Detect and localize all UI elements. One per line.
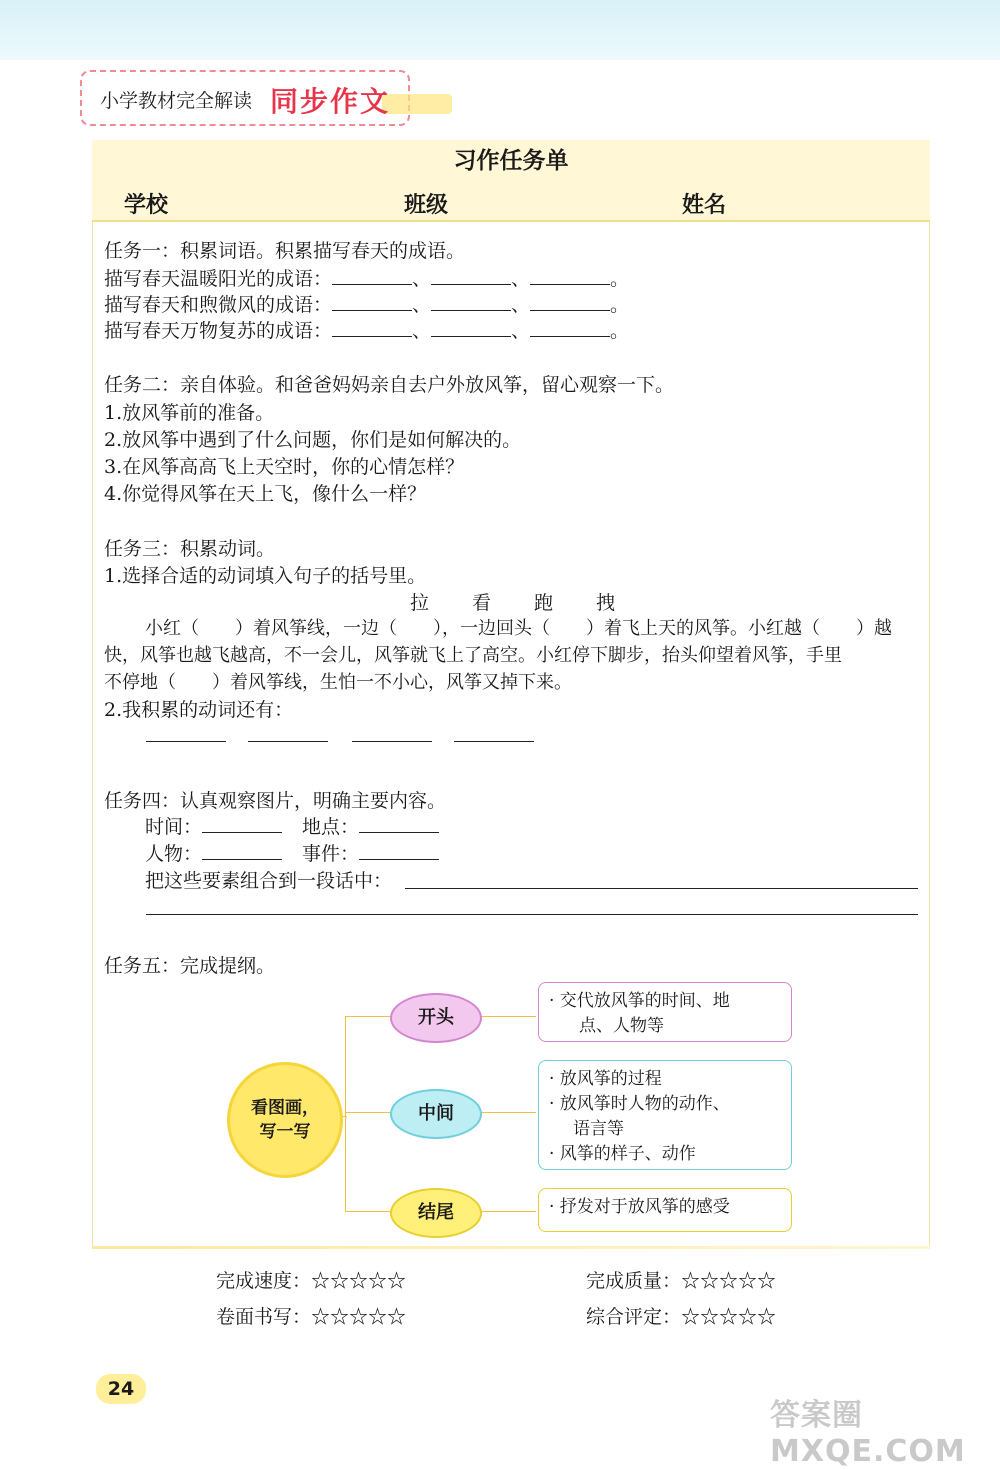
event-field	[302, 841, 439, 867]
task4-title: 任务四：认真观察图片，明确主要内容。	[104, 790, 447, 812]
book-title: 同步作文	[270, 85, 391, 118]
outline-branch	[345, 1112, 391, 1113]
period: 。	[610, 320, 630, 342]
note-line: · 放风筝的过程	[549, 1069, 662, 1089]
rating-speed[interactable]: 完成速度：☆☆☆☆☆	[216, 1270, 407, 1292]
separator: 、	[412, 294, 432, 316]
student-info-row	[92, 182, 930, 222]
task2-title: 任务二：亲自体验。和爸爸妈妈亲自去户外放风筝，留心观察一下。	[104, 374, 675, 396]
outline-end-node: 结尾	[390, 1188, 482, 1238]
center-line: 看图画，	[251, 1098, 319, 1118]
separator: 、	[511, 320, 531, 342]
top-band	[0, 0, 1000, 60]
answer-blank[interactable]	[332, 292, 412, 311]
combine-answer-line[interactable]	[405, 888, 918, 889]
answer-blank[interactable]	[530, 266, 610, 285]
answer-blank[interactable]	[332, 266, 412, 285]
place-blank[interactable]	[359, 814, 439, 833]
verb-answer-line[interactable]	[146, 741, 226, 742]
task3-question2: 2.我积累的动词还有：	[104, 699, 294, 721]
answer-blank[interactable]	[530, 318, 610, 337]
task1-line-sun	[104, 266, 629, 292]
verb-answer-line[interactable]	[248, 741, 328, 742]
worksheet-title: 习作任务单	[92, 140, 930, 182]
rating-writing[interactable]: 卷面书写：☆☆☆☆☆	[216, 1306, 407, 1328]
panel-bottom-border	[92, 1246, 930, 1249]
task3-paragraph-line: 不停地（ ）着风筝线，生怕一不小心，风筝又掉下来。	[104, 672, 572, 693]
task1-title: 任务一：积累词语。积累描写春天的成语。	[104, 240, 466, 262]
task5-title: 任务五：完成提纲。	[104, 955, 276, 977]
period: 。	[610, 294, 630, 316]
time-label: 时间：	[145, 816, 203, 838]
page-number: 24	[96, 1374, 146, 1404]
answer-blank[interactable]	[530, 292, 610, 311]
task3-paragraph-line: 小红（ ）着风筝线，一边（ ），一边回头（ ）着飞上天的风筝。小红越（ ）越	[145, 618, 892, 639]
name-label: 姓名	[682, 193, 727, 218]
verb-answer-line[interactable]	[454, 741, 534, 742]
answer-blank[interactable]	[431, 292, 511, 311]
outline-trunk	[345, 1016, 346, 1212]
school-label: 学校	[124, 193, 169, 218]
verb-word: 拽	[596, 592, 616, 614]
outline-center-topic	[227, 1062, 343, 1178]
note-line: 点、人物等	[579, 1016, 664, 1036]
outline-begin-node: 开头	[390, 993, 482, 1043]
task2-item: 3.在风筝高高飞上天空时，你的心情怎样？	[104, 456, 465, 478]
note-line: 语言等	[573, 1119, 624, 1139]
task1-line-label: 描写春天温暖阳光的成语：	[104, 268, 333, 290]
event-label: 事件：	[302, 843, 360, 865]
time-blank[interactable]	[202, 814, 282, 833]
note-line: · 交代放风筝的时间、地	[549, 991, 730, 1011]
rating-quality[interactable]: 完成质量：☆☆☆☆☆	[586, 1270, 777, 1292]
task2-item: 1.放风筝前的准备。	[104, 402, 275, 424]
person-label: 人物：	[145, 843, 203, 865]
outline-branch	[478, 1211, 536, 1212]
combine-answer-line[interactable]	[146, 914, 918, 915]
answer-blank[interactable]	[332, 318, 412, 337]
task2-item: 2.放风筝中遇到了什么问题，你们是如何解决的。	[104, 429, 522, 451]
center-line: 写一写	[259, 1122, 311, 1142]
period: 。	[610, 268, 630, 290]
combine-prompt: 把这些要素组合到一段话中：	[145, 870, 393, 892]
begin-note	[538, 982, 792, 1042]
separator: 、	[511, 268, 531, 290]
place-label: 地点：	[302, 816, 360, 838]
note-line: · 风筝的样子、动作	[549, 1144, 696, 1164]
task2-item: 4.你觉得风筝在天上飞，像什么一样？	[104, 483, 427, 505]
end-note	[538, 1188, 792, 1232]
verb-answer-line[interactable]	[352, 741, 432, 742]
verb-word: 看	[472, 592, 492, 614]
task1-line-wind	[104, 292, 629, 318]
outline-branch	[478, 1112, 536, 1113]
middle-note	[538, 1060, 792, 1170]
separator: 、	[412, 268, 432, 290]
task3-title: 任务三：积累动词。	[104, 538, 276, 560]
event-blank[interactable]	[359, 841, 439, 860]
task1-line-label: 描写春天和煦微风的成语：	[104, 294, 333, 316]
person-blank[interactable]	[202, 841, 282, 860]
separator: 、	[511, 294, 531, 316]
task3-question1: 1.选择合适的动词填入句子的括号里。	[104, 565, 427, 587]
header-highlight	[382, 94, 452, 114]
answer-blank[interactable]	[431, 318, 511, 337]
task1-line-label: 描写春天万物复苏的成语：	[104, 320, 333, 342]
verb-word: 拉	[410, 592, 430, 614]
person-field	[145, 841, 282, 867]
note-line: · 抒发对于放风筝的感受	[549, 1197, 730, 1217]
class-label: 班级	[404, 193, 449, 218]
task1-line-revival	[104, 318, 629, 344]
answer-blank[interactable]	[431, 266, 511, 285]
separator: 、	[412, 320, 432, 342]
outline-branch	[345, 1016, 391, 1017]
place-field	[302, 814, 439, 840]
book-header	[80, 70, 410, 126]
outline-branch	[345, 1211, 391, 1212]
time-field	[145, 814, 282, 840]
note-line: · 放风筝时人物的动作、	[549, 1094, 730, 1114]
outline-branch	[478, 1016, 536, 1017]
rating-overall[interactable]: 综合评定：☆☆☆☆☆	[586, 1306, 777, 1328]
series-title: 小学教材完全解读	[100, 90, 253, 112]
task3-paragraph-line: 快，风筝也越飞越高，不一会儿，风筝就飞上了高空。小红停下脚步，抬头仰望着风筝，手里	[104, 645, 842, 666]
outline-middle-node: 中间	[390, 1089, 482, 1139]
verb-word: 跑	[534, 592, 554, 614]
watermark: 答案圈 MXQE.COM	[770, 1398, 966, 1469]
